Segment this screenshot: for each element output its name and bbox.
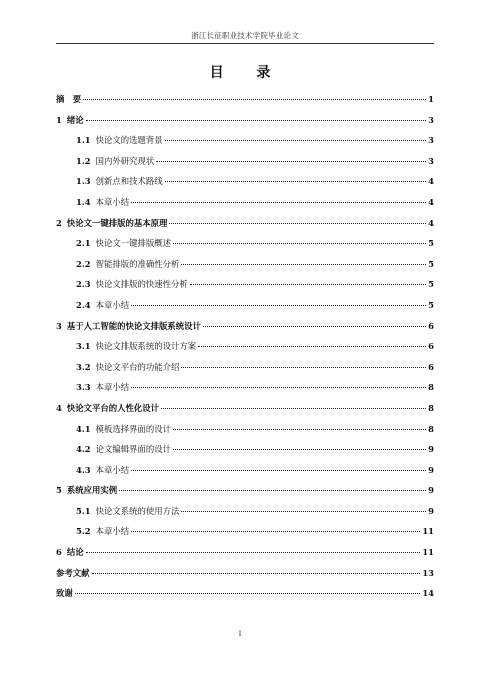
toc-dot-leader	[165, 140, 426, 141]
toc-entry-page: 8	[428, 402, 434, 413]
toc-entry-page: 8	[428, 382, 434, 393]
toc-entry-page: 9	[428, 444, 434, 455]
running-header: 浙江长征职业技术学院毕业论文	[191, 31, 299, 40]
toc-entry[interactable]	[56, 567, 434, 588]
toc-entry-page: 6	[428, 341, 434, 352]
toc-dot-leader	[156, 161, 426, 162]
toc-entry-number: 3.3	[76, 382, 91, 393]
toc-entry-number: 1.3	[76, 176, 91, 187]
toc-entry-label: 快论文排版系统的设计方案	[95, 341, 197, 352]
toc-dot-leader	[181, 511, 426, 512]
toc-entry[interactable]	[56, 196, 434, 217]
toc-entry-number: 1.1	[76, 135, 91, 146]
toc-entry[interactable]	[56, 237, 434, 258]
page-title: 目 录	[209, 65, 285, 81]
toc-entry-number: 1	[56, 114, 62, 125]
toc-entry[interactable]	[56, 361, 434, 382]
toc-entry-number: 3	[56, 320, 62, 331]
toc-entry[interactable]	[56, 340, 434, 361]
toc-entry-number: 2.1	[76, 238, 91, 249]
toc-entry-label: 本章小结	[95, 196, 130, 207]
toc-entry-number: 3.2	[76, 361, 91, 372]
toc-entry-number: 1.2	[76, 155, 91, 166]
toc-entry[interactable]	[56, 525, 434, 546]
toc-entry-number: 5	[56, 485, 62, 496]
toc-entry-label: 绪论	[66, 114, 84, 125]
toc-entry-label: 快论文的选题背景	[95, 135, 163, 146]
toc-dot-leader	[131, 470, 426, 471]
toc-entry-number: 4	[56, 402, 62, 413]
toc-dot-leader	[203, 326, 426, 327]
toc-entry-page: 5	[428, 238, 434, 249]
toc-entry-label: 快论文系统的使用方法	[95, 505, 180, 516]
toc-entry-page: 5	[428, 299, 434, 310]
toc-entry-page: 4	[428, 176, 434, 187]
toc-entry[interactable]	[56, 505, 434, 526]
toc-entry-label: 本章小结	[95, 526, 130, 537]
toc-dot-leader	[169, 223, 426, 224]
toc-entry[interactable]	[56, 484, 434, 505]
table-of-contents	[56, 93, 434, 608]
toc-entry[interactable]	[56, 546, 434, 567]
toc-entry-label: 模板选择界面的设计	[95, 423, 171, 434]
toc-entry[interactable]	[56, 258, 434, 279]
toc-entry-page: 9	[428, 464, 434, 475]
toc-entry-label: 智能排版的准确性分析	[95, 258, 180, 269]
toc-entry-page: 11	[422, 547, 434, 558]
toc-dot-leader	[181, 367, 426, 368]
toc-dot-leader	[173, 429, 426, 430]
toc-entry-page: 13	[422, 567, 434, 578]
toc-dot-leader	[75, 593, 421, 594]
toc-entry-label: 致谢	[56, 588, 73, 599]
toc-entry[interactable]	[56, 155, 434, 176]
toc-entry-label: 本章小结	[95, 299, 130, 310]
toc-entry[interactable]	[56, 443, 434, 464]
toc-entry-number: 4.3	[76, 464, 91, 475]
toc-entry-label: 快论文排版的快速性分析	[95, 279, 188, 290]
toc-entry[interactable]	[56, 175, 434, 196]
toc-dot-leader	[173, 243, 426, 244]
page-number: I	[238, 630, 242, 638]
toc-entry-page: 6	[428, 320, 434, 331]
toc-dot-leader	[165, 181, 426, 182]
toc-entry[interactable]	[56, 299, 434, 320]
toc-entry[interactable]	[56, 114, 434, 135]
toc-dot-leader	[198, 346, 426, 347]
toc-entry[interactable]	[56, 320, 434, 341]
toc-entry[interactable]	[56, 381, 434, 402]
toc-entry-label: 本章小结	[95, 464, 130, 475]
toc-entry-page: 3	[428, 155, 434, 166]
toc-entry-page: 8	[428, 423, 434, 434]
toc-entry-label: 快论文平台的功能介绍	[95, 361, 180, 372]
toc-entry-page: 3	[428, 114, 434, 125]
toc-entry-page: 4	[428, 217, 434, 228]
toc-entry-page: 14	[422, 588, 434, 599]
toc-entry-page: 9	[428, 505, 434, 516]
toc-dot-leader	[181, 264, 426, 265]
toc-entry-label: 快论文一键排版概述	[95, 238, 171, 249]
toc-entry-label: 创新点和技术路线	[95, 176, 163, 187]
toc-entry-number: 3.1	[76, 341, 91, 352]
toc-entry-number: 2	[56, 217, 62, 228]
toc-entry-page: 6	[428, 361, 434, 372]
toc-entry-page: 4	[428, 196, 434, 207]
toc-entry-page: 5	[428, 279, 434, 290]
toc-dot-leader	[86, 120, 426, 121]
toc-entry-label: 摘 要	[56, 94, 82, 104]
toc-dot-leader	[131, 531, 420, 532]
toc-entry-number: 1.4	[76, 196, 91, 207]
toc-dot-leader	[131, 202, 426, 203]
toc-entry-number: 5.1	[76, 505, 91, 516]
toc-entry-label: 快论文平台的人性化设计	[66, 402, 159, 413]
toc-entry-label: 国内外研究现状	[95, 155, 155, 166]
toc-dot-leader	[83, 99, 426, 100]
toc-entry-label: 结论	[66, 547, 84, 558]
toc-dot-leader	[173, 449, 426, 450]
toc-entry-label: 本章小结	[95, 382, 130, 393]
toc-entry-number: 2.2	[76, 258, 91, 269]
toc-entry-label: 系统应用实例	[66, 485, 118, 496]
toc-entry-label: 快论文一键排版的基本原理	[66, 217, 168, 228]
toc-dot-leader	[131, 387, 426, 388]
toc-entry[interactable]	[56, 217, 434, 238]
toc-entry-number: 6	[56, 547, 62, 558]
toc-entry-page: 1	[428, 94, 434, 104]
toc-entry[interactable]	[56, 464, 434, 485]
toc-dot-leader	[119, 490, 426, 491]
toc-entry-number: 2.3	[76, 279, 91, 290]
toc-entry-number: 4.1	[76, 423, 91, 434]
toc-dot-leader	[190, 284, 426, 285]
toc-entry[interactable]	[56, 134, 434, 155]
toc-entry[interactable]	[56, 423, 434, 444]
toc-dot-leader	[92, 573, 421, 574]
header-rule	[56, 43, 434, 44]
toc-entry[interactable]	[56, 278, 434, 299]
toc-dot-leader	[161, 408, 426, 409]
toc-entry-number: 4.2	[76, 444, 91, 455]
toc-entry[interactable]	[56, 93, 434, 114]
toc-entry-number: 5.2	[76, 526, 91, 537]
toc-dot-leader	[86, 552, 421, 553]
toc-entry-page: 11	[422, 526, 434, 537]
toc-entry[interactable]	[56, 587, 434, 608]
toc-entry-page: 3	[428, 135, 434, 146]
toc-entry-page: 9	[428, 485, 434, 496]
toc-entry-page: 5	[428, 258, 434, 269]
toc-dot-leader	[131, 305, 426, 306]
toc-entry-label: 基于人工智能的快论文排版系统设计	[66, 320, 201, 331]
toc-entry[interactable]	[56, 402, 434, 423]
toc-entry-label: 参考文献	[56, 567, 90, 578]
toc-entry-label: 论文编辑界面的设计	[95, 444, 171, 455]
toc-entry-number: 2.4	[76, 299, 91, 310]
